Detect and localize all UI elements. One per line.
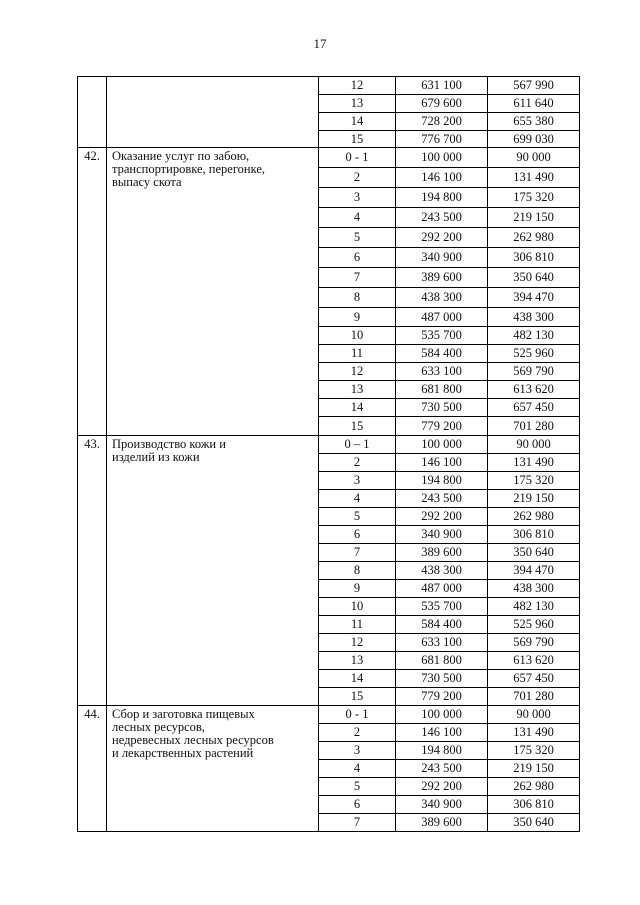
- employee-count-cell: 14: [319, 399, 396, 417]
- reduced-value-cell: 655 380: [488, 113, 580, 131]
- value-cell: 389 600: [396, 814, 488, 832]
- value-cell: 730 500: [396, 399, 488, 417]
- reduced-value-cell: 219 150: [488, 490, 580, 508]
- reduced-value-cell: 701 280: [488, 688, 580, 706]
- value-cell: 243 500: [396, 208, 488, 228]
- tariff-table-body: [78, 77, 580, 832]
- reduced-value-cell: 350 640: [488, 268, 580, 288]
- reduced-value-cell: 611 640: [488, 95, 580, 113]
- section-title-line: Производство кожи и: [112, 437, 226, 451]
- employee-count-cell: 12: [319, 77, 396, 95]
- reduced-value-cell: 306 810: [488, 248, 580, 268]
- reduced-value-cell: 394 470: [488, 288, 580, 308]
- reduced-value-cell: 90 000: [488, 706, 580, 724]
- value-cell: 776 700: [396, 131, 488, 148]
- reduced-value-cell: 90 000: [488, 436, 580, 454]
- employee-count-cell: 11: [319, 616, 396, 634]
- employee-count-cell: 6: [319, 796, 396, 814]
- value-cell: 100 000: [396, 436, 488, 454]
- section-title-line: изделий из кожи: [112, 450, 200, 464]
- value-cell: 292 200: [396, 508, 488, 526]
- section-number: 44.: [78, 706, 107, 832]
- value-cell: 340 900: [396, 248, 488, 268]
- section-title: [107, 148, 319, 436]
- employee-count-cell: 9: [319, 580, 396, 598]
- section-title: [107, 706, 319, 832]
- reduced-value-cell: 131 490: [488, 724, 580, 742]
- employee-count-cell: 5: [319, 508, 396, 526]
- value-cell: 633 100: [396, 634, 488, 652]
- reduced-value-cell: 525 960: [488, 616, 580, 634]
- value-cell: 146 100: [396, 168, 488, 188]
- value-cell: 487 000: [396, 308, 488, 327]
- reduced-value-cell: 701 280: [488, 417, 580, 436]
- reduced-value-cell: 438 300: [488, 308, 580, 327]
- value-cell: 487 000: [396, 580, 488, 598]
- value-cell: 535 700: [396, 598, 488, 616]
- value-cell: 681 800: [396, 381, 488, 399]
- reduced-value-cell: 131 490: [488, 454, 580, 472]
- value-cell: 633 100: [396, 363, 488, 381]
- employee-count-cell: 15: [319, 131, 396, 148]
- section-title-line: и лекарственных растений: [112, 746, 254, 760]
- value-cell: 779 200: [396, 688, 488, 706]
- employee-count-cell: 9: [319, 308, 396, 327]
- employee-count-cell: 12: [319, 634, 396, 652]
- value-cell: 100 000: [396, 706, 488, 724]
- value-cell: 535 700: [396, 327, 488, 345]
- reduced-value-cell: 306 810: [488, 796, 580, 814]
- value-cell: 194 800: [396, 742, 488, 760]
- employee-count-cell: 3: [319, 742, 396, 760]
- value-cell: 146 100: [396, 724, 488, 742]
- value-cell: 438 300: [396, 288, 488, 308]
- value-cell: 584 400: [396, 345, 488, 363]
- table-row: [78, 148, 580, 168]
- reduced-value-cell: 262 980: [488, 228, 580, 248]
- value-cell: 389 600: [396, 268, 488, 288]
- value-cell: 292 200: [396, 778, 488, 796]
- value-cell: 100 000: [396, 148, 488, 168]
- value-cell: 779 200: [396, 417, 488, 436]
- employee-count-cell: 10: [319, 598, 396, 616]
- value-cell: 681 800: [396, 652, 488, 670]
- section-number: 42.: [78, 148, 107, 436]
- employee-count-cell: 5: [319, 228, 396, 248]
- reduced-value-cell: 175 320: [488, 188, 580, 208]
- employee-count-cell: 2: [319, 454, 396, 472]
- employee-count-cell: 0 - 1: [319, 706, 396, 724]
- table-row: [78, 706, 580, 724]
- employee-count-cell: 7: [319, 814, 396, 832]
- reduced-value-cell: 613 620: [488, 652, 580, 670]
- employee-count-cell: 0 - 1: [319, 148, 396, 168]
- employee-count-cell: 8: [319, 288, 396, 308]
- employee-count-cell: 14: [319, 670, 396, 688]
- section-title-line: Сбор и заготовка пищевых: [112, 707, 255, 721]
- reduced-value-cell: 175 320: [488, 472, 580, 490]
- reduced-value-cell: 175 320: [488, 742, 580, 760]
- value-cell: 340 900: [396, 526, 488, 544]
- employee-count-cell: 6: [319, 526, 396, 544]
- reduced-value-cell: 482 130: [488, 327, 580, 345]
- employee-count-cell: 5: [319, 778, 396, 796]
- employee-count-cell: 15: [319, 688, 396, 706]
- section-title-line: выпасу скота: [112, 175, 182, 189]
- employee-count-cell: 13: [319, 95, 396, 113]
- reduced-value-cell: 482 130: [488, 598, 580, 616]
- page-number: 17: [313, 36, 327, 51]
- employee-count-cell: 4: [319, 208, 396, 228]
- employee-count-cell: 0 – 1: [319, 436, 396, 454]
- reduced-value-cell: 657 450: [488, 670, 580, 688]
- employee-count-cell: 10: [319, 327, 396, 345]
- reduced-value-cell: 438 300: [488, 580, 580, 598]
- employee-count-cell: 7: [319, 544, 396, 562]
- employee-count-cell: 3: [319, 188, 396, 208]
- value-cell: 584 400: [396, 616, 488, 634]
- value-cell: 631 100: [396, 77, 488, 95]
- employee-count-cell: 2: [319, 168, 396, 188]
- value-cell: 243 500: [396, 760, 488, 778]
- reduced-value-cell: 350 640: [488, 814, 580, 832]
- section-number: [78, 77, 107, 148]
- value-cell: 243 500: [396, 490, 488, 508]
- reduced-value-cell: 567 990: [488, 77, 580, 95]
- table-row: [78, 436, 580, 454]
- value-cell: 438 300: [396, 562, 488, 580]
- value-cell: 340 900: [396, 796, 488, 814]
- employee-count-cell: 13: [319, 652, 396, 670]
- value-cell: 146 100: [396, 454, 488, 472]
- reduced-value-cell: 262 980: [488, 508, 580, 526]
- reduced-value-cell: 613 620: [488, 381, 580, 399]
- reduced-value-cell: 699 030: [488, 131, 580, 148]
- reduced-value-cell: 131 490: [488, 168, 580, 188]
- reduced-value-cell: 306 810: [488, 526, 580, 544]
- employee-count-cell: 14: [319, 113, 396, 131]
- table-row: [78, 77, 580, 95]
- reduced-value-cell: 569 790: [488, 363, 580, 381]
- employee-count-cell: 7: [319, 268, 396, 288]
- value-cell: 730 500: [396, 670, 488, 688]
- value-cell: 389 600: [396, 544, 488, 562]
- tariff-table: [77, 76, 580, 832]
- section-title: [107, 436, 319, 706]
- section-title-line: Оказание услуг по забою,: [112, 149, 250, 163]
- employee-count-cell: 15: [319, 417, 396, 436]
- section-title-line: лесных ресурсов,: [112, 720, 205, 734]
- section-title-line: транспортировке, перегонке,: [112, 162, 266, 176]
- employee-count-cell: 2: [319, 724, 396, 742]
- section-title-line: недревесных лесных ресурсов: [112, 733, 274, 747]
- employee-count-cell: 3: [319, 472, 396, 490]
- reduced-value-cell: 525 960: [488, 345, 580, 363]
- employee-count-cell: 8: [319, 562, 396, 580]
- value-cell: 292 200: [396, 228, 488, 248]
- employee-count-cell: 12: [319, 363, 396, 381]
- reduced-value-cell: 90 000: [488, 148, 580, 168]
- reduced-value-cell: 219 150: [488, 760, 580, 778]
- reduced-value-cell: 350 640: [488, 544, 580, 562]
- employee-count-cell: 13: [319, 381, 396, 399]
- employee-count-cell: 4: [319, 490, 396, 508]
- reduced-value-cell: 394 470: [488, 562, 580, 580]
- value-cell: 728 200: [396, 113, 488, 131]
- employee-count-cell: 4: [319, 760, 396, 778]
- reduced-value-cell: 657 450: [488, 399, 580, 417]
- value-cell: 679 600: [396, 95, 488, 113]
- employee-count-cell: 6: [319, 248, 396, 268]
- reduced-value-cell: 219 150: [488, 208, 580, 228]
- employee-count-cell: 11: [319, 345, 396, 363]
- section-number: 43.: [78, 436, 107, 706]
- value-cell: 194 800: [396, 472, 488, 490]
- section-title: [107, 77, 319, 148]
- reduced-value-cell: 262 980: [488, 778, 580, 796]
- value-cell: 194 800: [396, 188, 488, 208]
- reduced-value-cell: 569 790: [488, 634, 580, 652]
